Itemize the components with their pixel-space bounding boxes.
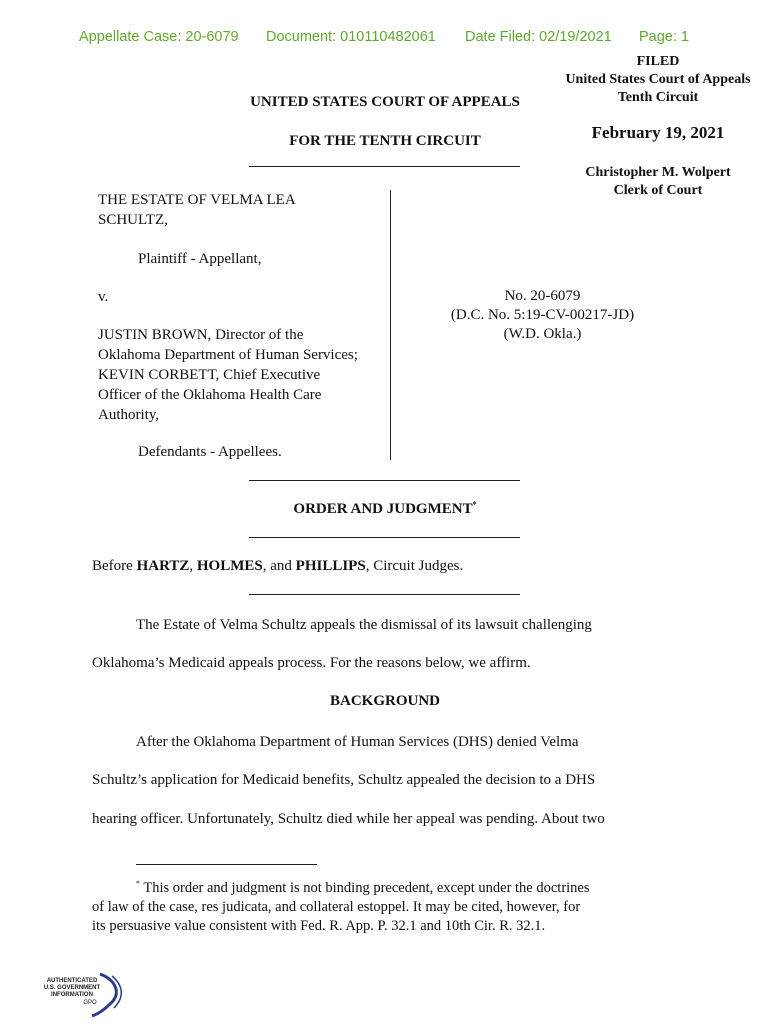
filed-circuit: Tenth Circuit [617,90,699,105]
divider [249,537,520,538]
judge-name: HOLMES [196,558,263,574]
defendant-line: JUSTIN BROWN, Director of the [98,327,304,343]
court-name: UNITED STATES COURT OF APPEALS [250,94,520,110]
divider [249,594,520,595]
filed-stamp [548,53,768,107]
district-case-number: (D.C. No. 5:19-CV-00217-JD) [450,307,635,323]
clerk-name: Christopher M. Wolpert [585,165,731,180]
body-line: The Estate of Velma Schultz appeals the dismissal of its lawsuit challenging [136,617,592,633]
section-heading: BACKGROUND [329,693,440,709]
panel-separator: , [189,558,197,574]
panel-before: Before [92,558,133,574]
court-circuit: FOR THE TENTH CIRCUIT [289,133,481,149]
filed-date: February 19, 2021 [591,123,725,142]
body-line: After the Oklahoma Department of Human Services (DHS) denied Velma [136,734,579,750]
seal-text: GPO [83,1000,97,1006]
defendant-line: Authority, [98,407,160,423]
footnote [92,874,687,936]
caption-plaintiff [98,190,296,230]
seal-text: U.S. GOVERNMENT [43,985,101,991]
footnote-text: This order and judgment is not binding precedent, except under the doctrines [140,879,590,896]
seal-text: INFORMATION [51,992,93,998]
case-number-block [420,287,665,344]
order-title-text: ORDER AND JUDGMENT [293,501,473,517]
case-number: No. 20-6079 [504,288,581,304]
gpo-authentication-seal [40,970,130,1020]
plaintiff-line: THE ESTATE OF VELMA LEA [98,192,296,208]
panel-line [92,558,463,575]
district-name: (W.D. Okla.) [503,326,582,342]
divider [249,166,520,167]
divider [249,480,520,481]
filed-court: United States Court of Appeals [565,72,751,87]
header-page: Page: 1 [639,29,689,45]
header-date-filed: Date Filed: 02/19/2021 [465,29,612,45]
clerk-title: Clerk of Court [613,183,703,198]
body-line: Schultz’s application for Medicaid benefits, Schultz appealed the decision to a DHS [92,772,596,788]
judge-name: PHILLIPS [295,558,366,574]
footnote-marker: * [472,500,477,509]
body-line: hearing officer. Unfortunately, Schultz died while her appeal was pending. About two [92,811,605,827]
defendant-line: Officer of the Oklahoma Health Care [98,387,322,403]
defendant-role: Defendants - Appellees. [138,444,282,460]
plaintiff-line: SCHULTZ, [98,212,168,228]
defendant-line: KEVIN CORBETT, Chief Executive [98,367,321,383]
footnote-marker: * [136,879,140,888]
panel-suffix: , Circuit Judges. [365,558,464,574]
body-line: Oklahoma’s Medicaid appeals process. For the reasons below, we affirm. [92,655,531,671]
header-case: Appellate Case: 20-6079 [79,29,239,45]
caption-defendants [98,325,358,425]
seal-text: AUTHENTICATED [46,978,98,984]
header-document: Document: 010110482061 [266,29,436,45]
versus: v. [98,289,109,305]
plaintiff-role: Plaintiff - Appellant, [138,251,262,267]
footnote-line: its persuasive value consistent with Fed. R. App. P. 32.1 and 10th Cir. R. 32.1. [92,917,546,934]
caption-vertical-line [390,190,391,460]
filed-label: FILED [636,54,680,69]
footnote-rule [136,864,317,865]
panel-separator: , and [262,558,296,574]
clerk-block [548,164,768,200]
footnote-line [92,874,687,898]
footnote-line: of law of the case, res judicata, and collateral estoppel. It may be cited, however, for [92,898,581,915]
order-title [190,500,580,518]
judge-name: HARTZ [136,558,190,574]
defendant-line: Oklahoma Department of Human Services; [98,347,358,363]
